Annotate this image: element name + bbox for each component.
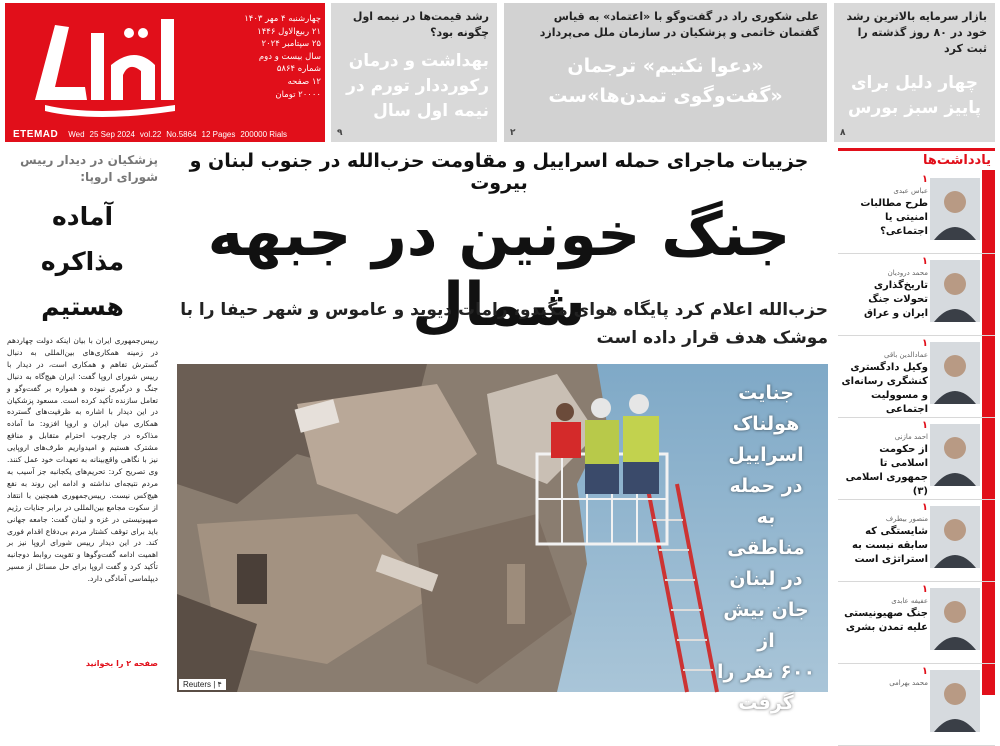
issue-pages: ۱۲ صفحه — [287, 76, 321, 87]
note-item[interactable] — [838, 172, 995, 254]
en-pages: 12 Pages — [201, 129, 236, 139]
main-photo — [177, 364, 828, 714]
note-author: عمادالدین باقی — [884, 351, 928, 359]
note-page-number: ۱ — [921, 502, 928, 513]
teaser-kicker: رشد قیمت‌ها در نیمه اول چگونه بود؟ — [352, 10, 489, 39]
note-page-number: ۱ — [921, 584, 928, 595]
en-number: No.5864 — [166, 129, 197, 139]
note-author: عباس عبدی — [893, 187, 928, 195]
caption-line: گرفت — [738, 692, 794, 714]
note-text — [840, 666, 928, 689]
masthead — [5, 3, 325, 142]
story-kicker: پزشکیان در دیدار رییس شورای اروپا: — [20, 153, 158, 184]
issue-date-hijri: ۲۱ ربیع‌الاول ۱۴۴۶ — [257, 26, 321, 37]
note-title[interactable]: شایستگی که سابقه نیست به استراتژی است — [852, 526, 928, 565]
notes-column — [838, 148, 995, 695]
note-text — [840, 338, 928, 417]
note-author: محمد بهرامی — [889, 679, 928, 687]
teaser-title: چهار دلیل برای پاییز سبز بورس — [847, 73, 982, 118]
note-item[interactable] — [838, 664, 995, 746]
main-kicker: جزییات ماجرای حمله اسراییل و مقاومت حزب‌الله در جنوب لبنان و بیروت — [189, 150, 809, 194]
note-title[interactable]: از حکومت اسلامی تا جمهوری اسلامی (۳) — [845, 444, 928, 497]
note-item[interactable] — [838, 418, 995, 500]
main-subhead: حزب‌الله اعلام کرد پایگاه هوای مگیدو، رامات دیوید و عاموس و شهر حیفا را با موشک هدف قرار داده است — [180, 300, 828, 348]
issue-date-fa: چهارشنبه ۴ مهر ۱۴۰۳ — [244, 14, 321, 24]
issue-info — [195, 13, 321, 101]
en-date: 25 Sep 2024 — [89, 129, 135, 139]
caption-line: به مناطقی — [727, 506, 805, 559]
english-info — [68, 130, 287, 139]
english-info-strip — [5, 126, 325, 142]
main-headline[interactable]: جنگ خونین در جبهه شمال — [207, 200, 791, 340]
teaser-title: «دعوا نکنیم» ترجمان «گفت‌وگوی تمدن‌ها»ست — [548, 55, 783, 107]
photo-credit: Reuters | ۴ — [179, 679, 226, 690]
note-text — [840, 174, 928, 239]
teaser-title: بهداشت و درمان رکورددار تورم در نیمه اول سال — [346, 51, 489, 121]
note-author: احمد مازنی — [894, 433, 928, 441]
caption-line: جان بیش از — [723, 599, 809, 652]
note-text — [840, 584, 928, 635]
author-portrait-icon — [930, 588, 980, 650]
headline-line: آماده — [51, 202, 114, 231]
issue-price: ۲۰۰۰۰ تومان — [275, 89, 321, 100]
teaser-page: ۸ — [840, 128, 846, 138]
author-portrait-icon — [930, 670, 980, 732]
note-author: منصور بیطرف — [885, 515, 928, 523]
note-item[interactable] — [838, 336, 995, 418]
en-day: Wed — [68, 129, 85, 139]
note-page-number: ۱ — [921, 174, 928, 185]
english-name: ETEMAD — [13, 128, 59, 140]
teaser-kicker: بازار سرمایه بالاترین رشد خود در ۸۰ روز گذشته را ثبت کرد — [846, 10, 987, 55]
teaser-page: ۲ — [510, 128, 516, 138]
author-portrait-icon — [930, 506, 980, 568]
note-text — [840, 420, 928, 499]
headline-line: مذاکره — [40, 247, 125, 276]
issue-volume: سال بیست و دوم — [258, 51, 321, 62]
note-author: محمد درودیان — [887, 269, 928, 277]
teaser-dialogue[interactable] — [504, 3, 827, 142]
author-portrait-icon — [930, 178, 980, 240]
left-column-story — [5, 148, 160, 693]
caption-line: ۶۰۰ نفر را — [716, 661, 816, 683]
note-item[interactable] — [838, 582, 995, 664]
caption-line: در لبنان — [729, 568, 803, 590]
issue-date-gregorian: ۲۵ سپتامبر ۲۰۲۴ — [261, 39, 321, 50]
caption-line: هولناک — [732, 413, 800, 435]
note-item[interactable] — [838, 500, 995, 582]
teaser-stock-market[interactable] — [834, 3, 995, 142]
note-page-number: ۱ — [921, 256, 928, 267]
note-item[interactable] — [838, 254, 995, 336]
author-portrait-icon — [930, 424, 980, 486]
note-text — [840, 256, 928, 321]
author-portrait-icon — [930, 260, 980, 322]
caption-line: جنایت — [738, 382, 794, 404]
story-headline — [5, 194, 160, 329]
en-price: 200000 Rials — [240, 129, 288, 139]
note-page-number: ۱ — [921, 338, 928, 349]
story-body: رییس‌جمهوری ایران با بیان اینکه دولت چهاردهم در زمینه همکاری‌های بین‌المللی به دنبال گسترش تفاهم و همکاری است، در دیدار با رییس شورای اروپا گفت: ایران هیچ‌گاه به دنبال جنگ و درگیری نبوده و همواره بر گفت‌وگو و تعامل سازنده تأکید کرده است. مسعود پزشکیان در این دیدار با اشاره به ظرفیت‌های گسترده همکاری میان ایران و اروپا افزود: ما آماده مذاکره در چارچوب احترام متقابل و منافع مشترک هستیم و امیدواریم طرف‌های اروپایی نیز با نگاهی واقع‌بینانه به تعهدات خود عمل کنند. وی تصریح کرد: تحریم‌های یکجانبه جز آسیب به مردم نتیجه‌ای نداشته و ادامه این روند به نفع هیچ‌کس نیست. رییس‌جمهوری همچنین با انتقاد از سکوت مجامع بین‌المللی در برابر جنایات رژیم صهیونیستی در غزه و لبنان گفت: جامعه جهانی باید برای توقف کشتار مردم بی‌دفاع اقدام فوری کند. در این دیدار رییس شورای اروپا نیز بر اهمیت ادامه گفت‌وگوها و تقویت روابط دوجانبه تأکید کرد و گفت اروپا برای حل مسائل از مسیر دیپلماسی آمادگی دارد. — [7, 336, 158, 584]
note-title[interactable]: وکیل دادگستری کنشگری رسانه‌ای و مسوولیت اجتماعی — [841, 362, 928, 415]
teaser-kicker: علی شکوری راد در گفت‌وگو با «اعتماد» به قیاس گفتمان خاتمی و پزشکیان در سازمان ملل می‌پردازد — [539, 10, 819, 39]
caption-line: اسراییل — [728, 444, 804, 466]
note-title[interactable]: تاریخ‌گذاری تحولات جنگ ایران و عراق — [864, 280, 928, 319]
caption-line: در حمله — [729, 475, 803, 497]
author-portrait-icon — [930, 342, 980, 404]
photo-caption — [716, 378, 816, 719]
issue-number: شماره ۵۸۶۴ — [276, 64, 321, 75]
note-title[interactable]: طرح مطالبات امنیتی یا اجتماعی؟ — [860, 198, 928, 237]
teaser-inflation[interactable] — [331, 3, 497, 142]
note-author: عفیفه عابدی — [891, 597, 928, 605]
continue-reading-link[interactable]: صفحه ۲ را بخوانید — [85, 659, 158, 668]
note-text — [840, 502, 928, 567]
en-volume: vol.22 — [139, 129, 162, 139]
notes-header: یادداشت‌ها — [838, 148, 995, 170]
note-page-number: ۱ — [921, 666, 928, 677]
headline-line: هستیم — [41, 292, 124, 321]
teaser-page: ۹ — [337, 128, 343, 138]
note-page-number: ۱ — [921, 420, 928, 431]
note-title[interactable]: جنگ صهیونیستی علیه تمدن بشری — [844, 608, 928, 633]
etemad-logo — [25, 5, 185, 123]
